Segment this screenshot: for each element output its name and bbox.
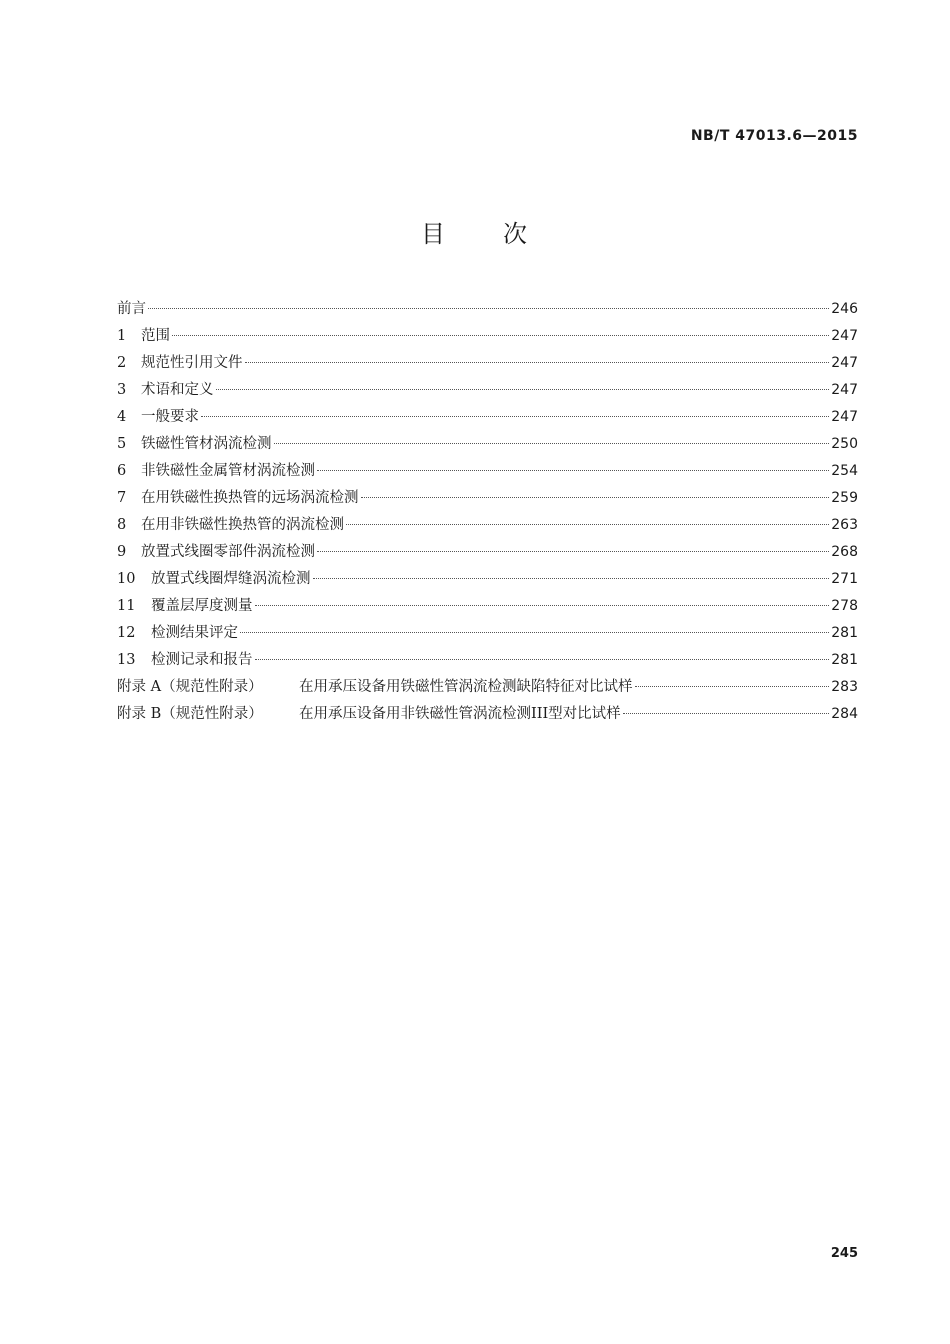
toc-entry-text: 在用承压设备用非铁磁性管涡流检测III型对比试样 — [299, 706, 621, 722]
toc-title-char-2: 次 — [503, 220, 529, 248]
toc-entry-page: 247 — [831, 409, 858, 425]
toc-entry-page: 283 — [831, 679, 858, 695]
toc-entry-2[interactable] — [117, 351, 858, 378]
toc-entry-number: 10 — [117, 571, 136, 587]
toc-entry-page: 263 — [831, 517, 858, 533]
toc-entry-text: 放置式线圈零部件涡流检测 — [141, 544, 315, 560]
dot-leader — [148, 308, 829, 309]
toc-entry-text: 铁磁性管材涡流检测 — [141, 436, 272, 452]
dot-leader — [361, 497, 830, 498]
dot-leader — [255, 605, 830, 606]
toc-entry-1[interactable] — [117, 324, 858, 351]
toc-entry-number: 9 — [117, 544, 127, 560]
toc-entry-text: 术语和定义 — [141, 382, 214, 398]
toc-entry-number: 8 — [117, 517, 127, 533]
toc-entry-text: 在用承压设备用铁磁性管涡流检测缺陷特征对比试样 — [299, 679, 633, 695]
dot-leader — [317, 470, 829, 471]
toc-entry-text: 一般要求 — [141, 409, 199, 425]
toc-entry-page: 246 — [831, 301, 858, 317]
dot-leader — [240, 632, 829, 633]
toc-entry-6[interactable] — [117, 459, 858, 486]
toc-entry-number: 6 — [117, 463, 127, 479]
toc-entry-8[interactable] — [117, 513, 858, 540]
toc-entry-number: 13 — [117, 652, 136, 668]
toc-entry-4[interactable] — [117, 405, 858, 432]
toc-entry-3[interactable] — [117, 378, 858, 405]
appendix-label: 附录 A（规范性附录） — [117, 679, 263, 695]
toc-entry-foreword[interactable] — [117, 297, 858, 324]
toc-entry-10[interactable] — [117, 567, 858, 594]
toc-entry-text: 规范性引用文件 — [141, 355, 243, 371]
toc-entry-text: 放置式线圈焊缝涡流检测 — [151, 571, 311, 587]
dot-leader — [274, 443, 830, 444]
toc-entry-5[interactable] — [117, 432, 858, 459]
toc-entry-number: 5 — [117, 436, 127, 452]
toc-entry-page: 278 — [831, 598, 858, 614]
dot-leader — [172, 335, 829, 336]
toc-entry-number: 12 — [117, 625, 136, 641]
dot-leader — [201, 416, 829, 417]
toc-entry-page: 281 — [831, 625, 858, 641]
toc-title — [0, 214, 950, 249]
toc-title-char-1: 目 — [421, 220, 447, 248]
toc-entry-number: 11 — [117, 598, 136, 614]
toc-entry-number: 1 — [117, 328, 127, 344]
page-number: 245 — [830, 1246, 858, 1261]
dot-leader — [255, 659, 830, 660]
toc-entry-page: 247 — [831, 355, 858, 371]
dot-leader — [623, 713, 830, 714]
toc-entry-text: 范围 — [141, 328, 170, 344]
toc-entry-page: 247 — [831, 382, 858, 398]
toc-entry-number: 7 — [117, 490, 127, 506]
dot-leader — [313, 578, 830, 579]
toc-entry-page: 281 — [831, 652, 858, 668]
toc-entry-page: 254 — [831, 463, 858, 479]
dot-leader — [216, 389, 830, 390]
toc-entry-11[interactable] — [117, 594, 858, 621]
toc-entry-13[interactable] — [117, 648, 858, 675]
toc-entry-text: 检测结果评定 — [151, 625, 238, 641]
toc-entry-page: 259 — [831, 490, 858, 506]
appendix-label: 附录 B（规范性附录） — [117, 706, 263, 722]
toc-entry-number: 2 — [117, 355, 127, 371]
dot-leader — [635, 686, 830, 687]
toc-entry-page: 250 — [831, 436, 858, 452]
toc-entry-text: 检测记录和报告 — [151, 652, 253, 668]
toc-entry-text: 前言 — [117, 301, 146, 317]
toc-entry-appendix-b[interactable] — [117, 702, 858, 729]
toc-entry-text: 覆盖层厚度测量 — [151, 598, 253, 614]
toc-entry-page: 247 — [831, 328, 858, 344]
toc-entry-number: 4 — [117, 409, 127, 425]
dot-leader — [245, 362, 830, 363]
toc-entry-text: 在用铁磁性换热管的远场涡流检测 — [141, 490, 359, 506]
toc-entry-appendix-a[interactable] — [117, 675, 858, 702]
toc-entry-page: 284 — [831, 706, 858, 722]
dot-leader — [317, 551, 829, 552]
dot-leader — [346, 524, 829, 525]
toc-entry-7[interactable] — [117, 486, 858, 513]
toc-entry-text: 非铁磁性金属管材涡流检测 — [141, 463, 315, 479]
standard-code: NB/T 47013.6—2015 — [690, 128, 858, 144]
toc-entry-page: 271 — [831, 571, 858, 587]
toc-entry-12[interactable] — [117, 621, 858, 648]
toc-entry-9[interactable] — [117, 540, 858, 567]
toc-entry-text: 在用非铁磁性换热管的涡流检测 — [141, 517, 344, 533]
table-of-contents — [117, 297, 858, 729]
toc-entry-page: 268 — [831, 544, 858, 560]
toc-entry-number: 3 — [117, 382, 127, 398]
